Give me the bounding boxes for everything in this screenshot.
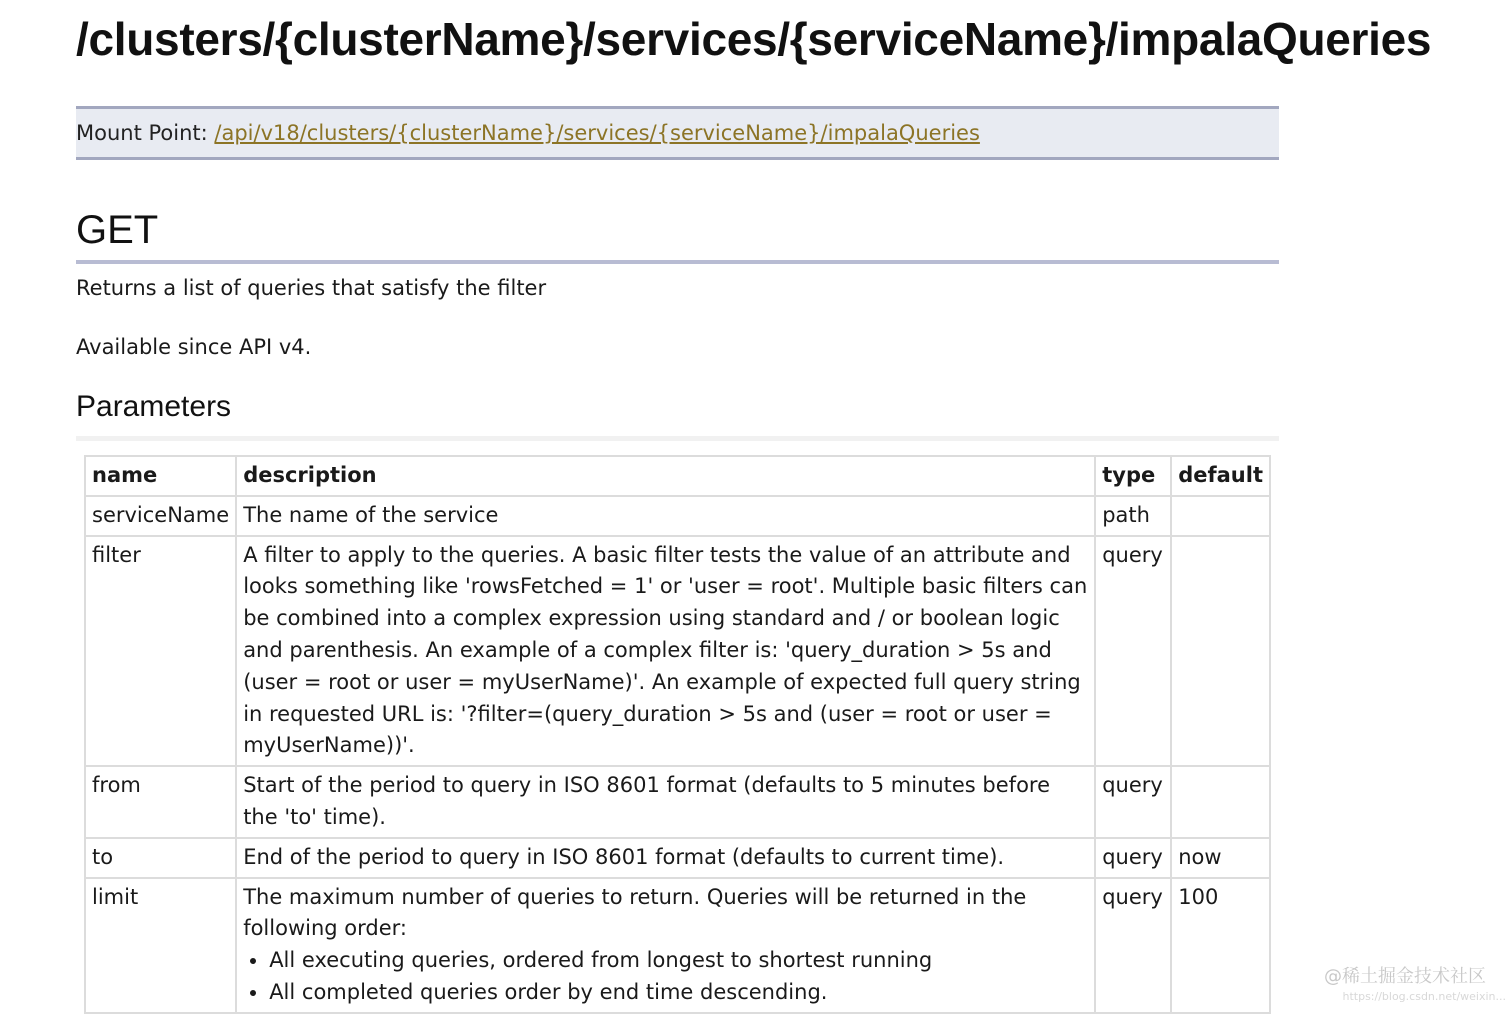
column-header-default: default (1171, 456, 1270, 496)
param-type: query (1095, 766, 1171, 838)
param-name: serviceName (85, 496, 236, 536)
param-description-cell (236, 878, 1095, 1013)
method-summary: Returns a list of queries that satisfy the filter (76, 276, 547, 300)
mount-point-box (76, 106, 1279, 160)
param-default (1171, 496, 1270, 536)
param-name: to (85, 838, 236, 878)
param-description: The maximum number of queries to return. Queries will be returned in the following order: (243, 884, 1027, 941)
method-heading: GET (76, 208, 159, 252)
table-row (85, 838, 1270, 878)
watermark-url: https://blog.csdn.net/weixin... (1342, 990, 1506, 1003)
parameters-table (84, 455, 1271, 1014)
param-type: query (1095, 838, 1171, 878)
param-description: A filter to apply to the queries. A basic filter tests the value of an attribute and looks something like 'rowsFetched = 1' or 'user = root'. Multiple basic filters can be combined into a complex expression using standard and / or boolean logic and parenthesis. An example of a complex filter is: 'query_duration > 5s and (user = root or user = myUserName)'. An example of expected full query string in requested URL is: '?filter=(query_duration > 5s and (user = root or user = myUserName))'. (236, 536, 1095, 767)
mount-point-label: Mount Point: (76, 121, 215, 145)
watermark-text: @稀土掘金技术社区 (1324, 966, 1486, 987)
mount-point-link[interactable]: /api/v18/clusters/{clusterName}/services/{serviceName}/impalaQueries (214, 121, 980, 145)
param-type: query (1095, 878, 1171, 1013)
page-title: /clusters/{clusterName}/services/{serviceName}/impalaQueries (76, 13, 1432, 65)
param-description: The name of the service (236, 496, 1095, 536)
param-name: limit (85, 878, 236, 1013)
param-default (1171, 766, 1270, 838)
list-item: • All executing queries, ordered from longest to shortest running (269, 945, 1088, 977)
availability-note: Available since API v4. (76, 335, 312, 359)
param-name: from (85, 766, 236, 838)
column-header-name: name (85, 456, 236, 496)
column-header-type: type (1095, 456, 1171, 496)
parameters-heading: Parameters (76, 390, 232, 423)
table-row (85, 496, 1270, 536)
param-default (1171, 536, 1270, 767)
list-item: • All completed queries order by end time descending. (269, 977, 1088, 1009)
param-description: Start of the period to query in ISO 8601 format (defaults to 5 minutes before the 'to' time). (236, 766, 1095, 838)
order-list (243, 945, 1088, 1009)
method-divider (76, 260, 1279, 264)
param-default: 100 (1171, 878, 1270, 1013)
param-name: filter (85, 536, 236, 767)
table-row (85, 766, 1270, 838)
table-row (85, 878, 1270, 1013)
column-header-description: description (236, 456, 1095, 496)
param-type: query (1095, 536, 1171, 767)
parameters-divider (76, 436, 1279, 441)
param-default: now (1171, 838, 1270, 878)
param-type: path (1095, 496, 1171, 536)
table-header-row (85, 456, 1270, 496)
table-row (85, 536, 1270, 767)
param-description: End of the period to query in ISO 8601 format (defaults to current time). (236, 838, 1095, 878)
